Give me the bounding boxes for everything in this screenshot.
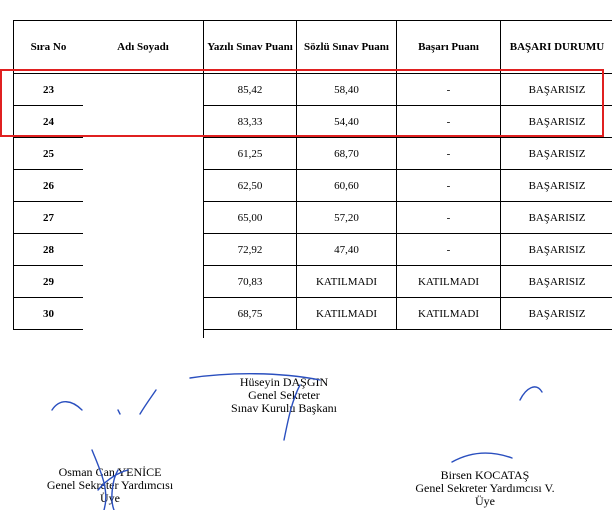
row-oral-score: 54,40 <box>297 106 397 138</box>
row-status: BAŞARISIZ <box>501 170 612 202</box>
row-oral-score: 57,20 <box>297 202 397 234</box>
row-written-score: 85,42 <box>204 74 297 106</box>
row-oral-score: 47,40 <box>297 234 397 266</box>
signature-chair <box>190 374 320 440</box>
signatory-name: Osman Can YENİCE <box>58 465 162 479</box>
row-oral-score: 68,70 <box>297 138 397 170</box>
signatory-role: Sınav Kurulu Başkanı <box>231 401 337 415</box>
header-yazili: Yazılı Sınav Puanı <box>204 21 297 74</box>
row-success-score: KATILMADI <box>397 266 501 298</box>
row-status: BAŞARISIZ <box>501 106 612 138</box>
row-success-score: - <box>397 170 501 202</box>
row-written-score: 70,83 <box>204 266 297 298</box>
signature-left-d <box>92 450 128 510</box>
row-oral-score: KATILMADI <box>297 266 397 298</box>
row-success-score: - <box>397 106 501 138</box>
row-status: BAŞARISIZ <box>501 138 612 170</box>
row-written-score: 62,50 <box>204 170 297 202</box>
row-success-score: KATILMADI <box>397 298 501 330</box>
row-oral-score: 60,60 <box>297 170 397 202</box>
signatory-name: Birsen KOCATAŞ <box>440 468 530 482</box>
signatory-role: Üye <box>100 491 120 505</box>
header-basari-durumu: BAŞARI DURUMU <box>501 21 612 74</box>
header-sira-no: Sıra No <box>14 21 84 74</box>
row-written-score: 61,25 <box>204 138 297 170</box>
row-number: 26 <box>14 170 84 202</box>
signature-left-c <box>118 410 120 414</box>
row-success-score: - <box>397 234 501 266</box>
header-basari-puani: Başarı Puanı <box>397 21 501 74</box>
header-sozlu: Sözlü Sınav Puanı <box>297 21 397 74</box>
row-success-score: - <box>397 202 501 234</box>
row-number: 25 <box>14 138 84 170</box>
row-status: BAŞARISIZ <box>501 202 612 234</box>
signature-right-a <box>520 387 542 400</box>
signature-left-b <box>140 390 156 414</box>
signature-right-b <box>452 453 512 462</box>
row-oral-score: KATILMADI <box>297 298 397 330</box>
row-written-score: 83,33 <box>204 106 297 138</box>
row-written-score: 68,75 <box>204 298 297 330</box>
signatory-name: Hüseyin DAŞGIN <box>239 375 329 389</box>
row-number: 28 <box>14 234 84 266</box>
signatory-title: Genel Sekreter Yardımcısı <box>46 478 174 492</box>
row-number: 27 <box>14 202 84 234</box>
signature-left-a <box>52 402 82 410</box>
row-success-score: - <box>397 138 501 170</box>
row-status: BAŞARISIZ <box>501 266 612 298</box>
row-number: 24 <box>14 106 84 138</box>
row-success-score: - <box>397 74 501 106</box>
signatory-role: Üye <box>475 494 495 508</box>
row-status: BAŞARISIZ <box>501 234 612 266</box>
row-status: BAŞARISIZ <box>501 74 612 106</box>
signatory-title: Genel Sekreter <box>248 388 320 402</box>
header-name-column: Adı Soyadı <box>83 20 204 74</box>
row-status: BAŞARISIZ <box>501 298 612 330</box>
row-written-score: 65,00 <box>204 202 297 234</box>
row-written-score: 72,92 <box>204 234 297 266</box>
row-oral-score: 58,40 <box>297 74 397 106</box>
row-number: 29 <box>14 266 84 298</box>
row-number: 23 <box>14 74 84 106</box>
row-number: 30 <box>14 298 84 330</box>
signatory-title: Genel Sekreter Yardımcısı V. <box>415 481 555 495</box>
